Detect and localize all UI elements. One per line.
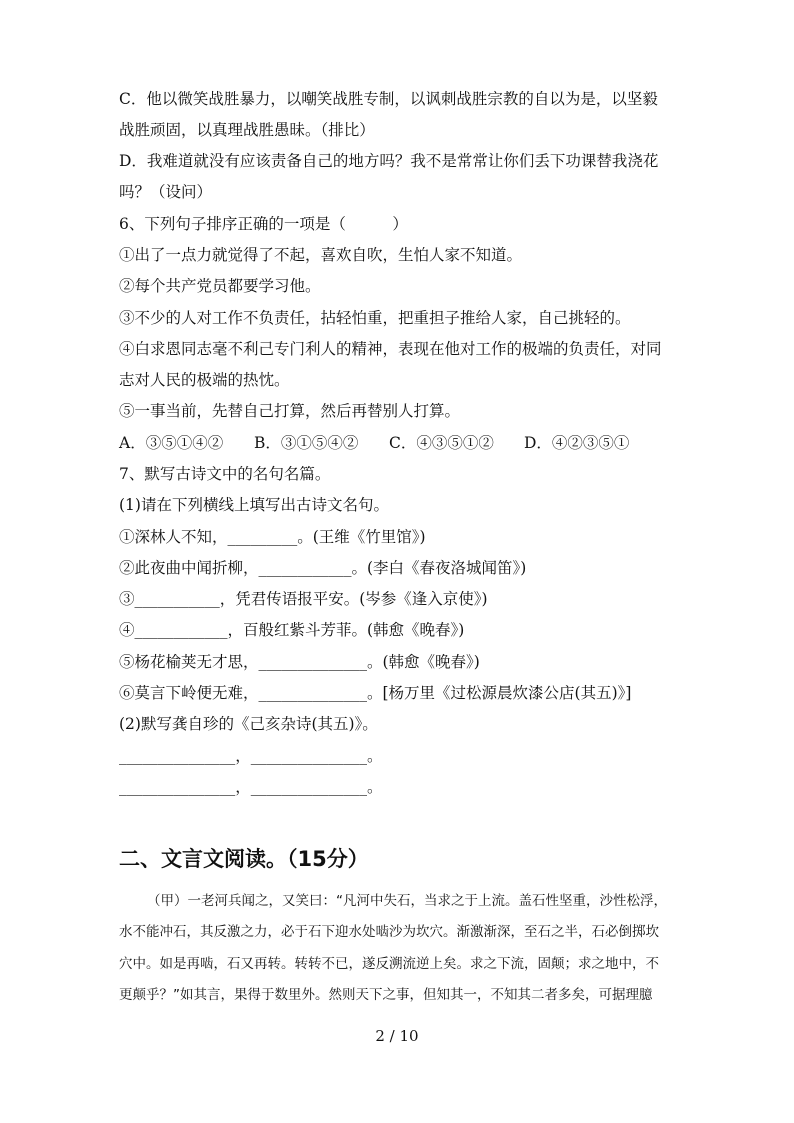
q7-sub2: (2)默写龚自珍的《己亥杂诗(其五)》。 (119, 715, 378, 733)
q6-item-5: ⑤一事当前，先替自己打算，然后再替别人打算。 (119, 402, 461, 420)
q5-option-d-line2: 吗？（设问） (119, 183, 213, 201)
q7-fill-5: ⑤杨花榆荚无才思，______________。(韩愈《晚春》) (119, 653, 480, 671)
q6-item-4-line2: 志对人民的极端的热忱。 (119, 371, 290, 389)
q5-option-c-line1: C．他以微笑战胜暴力，以嘲笑战胜专制，以讽刺战胜宗教的自以为是，以坚毅 (119, 90, 658, 108)
page-number: 2 / 10 (375, 1027, 419, 1045)
passage-line-1: （甲）一老河兵闻之，又笑曰：“凡河中失石，当求之于上流。盖石性坚重，沙性松浮， (147, 893, 667, 909)
q6-option-c: C．④③⑤①② (389, 434, 494, 452)
q6-stem: 6、下列句子排序正确的一项是（ ） (119, 215, 408, 233)
q6-item-3: ③不少的人对工作不负责任，拈轻怕重，把重担子推给人家，自己挑轻的。 (119, 309, 631, 327)
q6-option-a: A．③⑤①④② (119, 434, 224, 452)
q7-blank-line-1: _______________，_______________。 (119, 747, 383, 765)
q6-item-1: ①出了一点力就觉得了不起，喜欢自吹，生怕人家不知道。 (119, 246, 523, 264)
q6-item-4-line1: ④白求恩同志毫不利己专门利人的精神，表现在他对工作的极端的负责任，对同 (119, 340, 662, 358)
q7-fill-1: ①深林人不知，_________。(王维《竹里馆》) (119, 528, 426, 546)
passage-line-4: 更颠乎？”如其言，果得于数里外。然则天下之事，但知其一，不知其二者多矣，可据理臆 (119, 987, 653, 1003)
q6-options (119, 433, 629, 453)
q7-stem: 7、默写古诗文中的名句名篇。 (119, 465, 331, 483)
passage-line-2: 水不能冲石，其反激之力，必于石下迎水处啮沙为坎穴。渐激渐深，至石之半，石必倒掷坎 (119, 924, 659, 940)
q5-option-c-line2: 战胜顽固，以真理战胜愚昧。（排比） (119, 121, 375, 139)
q7-fill-2: ②此夜曲中闻折柳，____________。(李白《春夜洛城闻笛》) (119, 559, 527, 577)
q5-option-d-line1: D．我难道就没有应该责备自己的地方吗？我不是常常让你们丢下功课替我浇花 (119, 152, 659, 170)
section-heading: 二、文言文阅读。（15分） (119, 847, 369, 871)
q6-option-b: B．③①⑤④② (254, 434, 359, 452)
q7-fill-6: ⑥莫言下岭便无难，______________。[杨万里《过松源晨炊漆公店(其五)》] (119, 684, 632, 702)
q6-option-d: D．④②③⑤① (524, 434, 630, 452)
q7-blank-line-2: _______________，_______________。 (119, 778, 383, 796)
q7-sub1: (1)请在下列横线上填写出古诗文名句。 (119, 496, 389, 514)
q7-fill-4: ④____________，百般红紫斗芳菲。(韩愈《晚春》) (119, 621, 465, 639)
q6-item-2: ②每个共产党员都要学习他。 (119, 277, 321, 295)
q7-fill-3: ③___________，凭君传语报平安。(岑参《逢入京使》) (119, 590, 488, 608)
passage-line-3: 穴中。如是再啮，石又再转。转转不已，遂反溯流逆上矣。求之下流，固颠；求之地中，不 (119, 956, 659, 972)
